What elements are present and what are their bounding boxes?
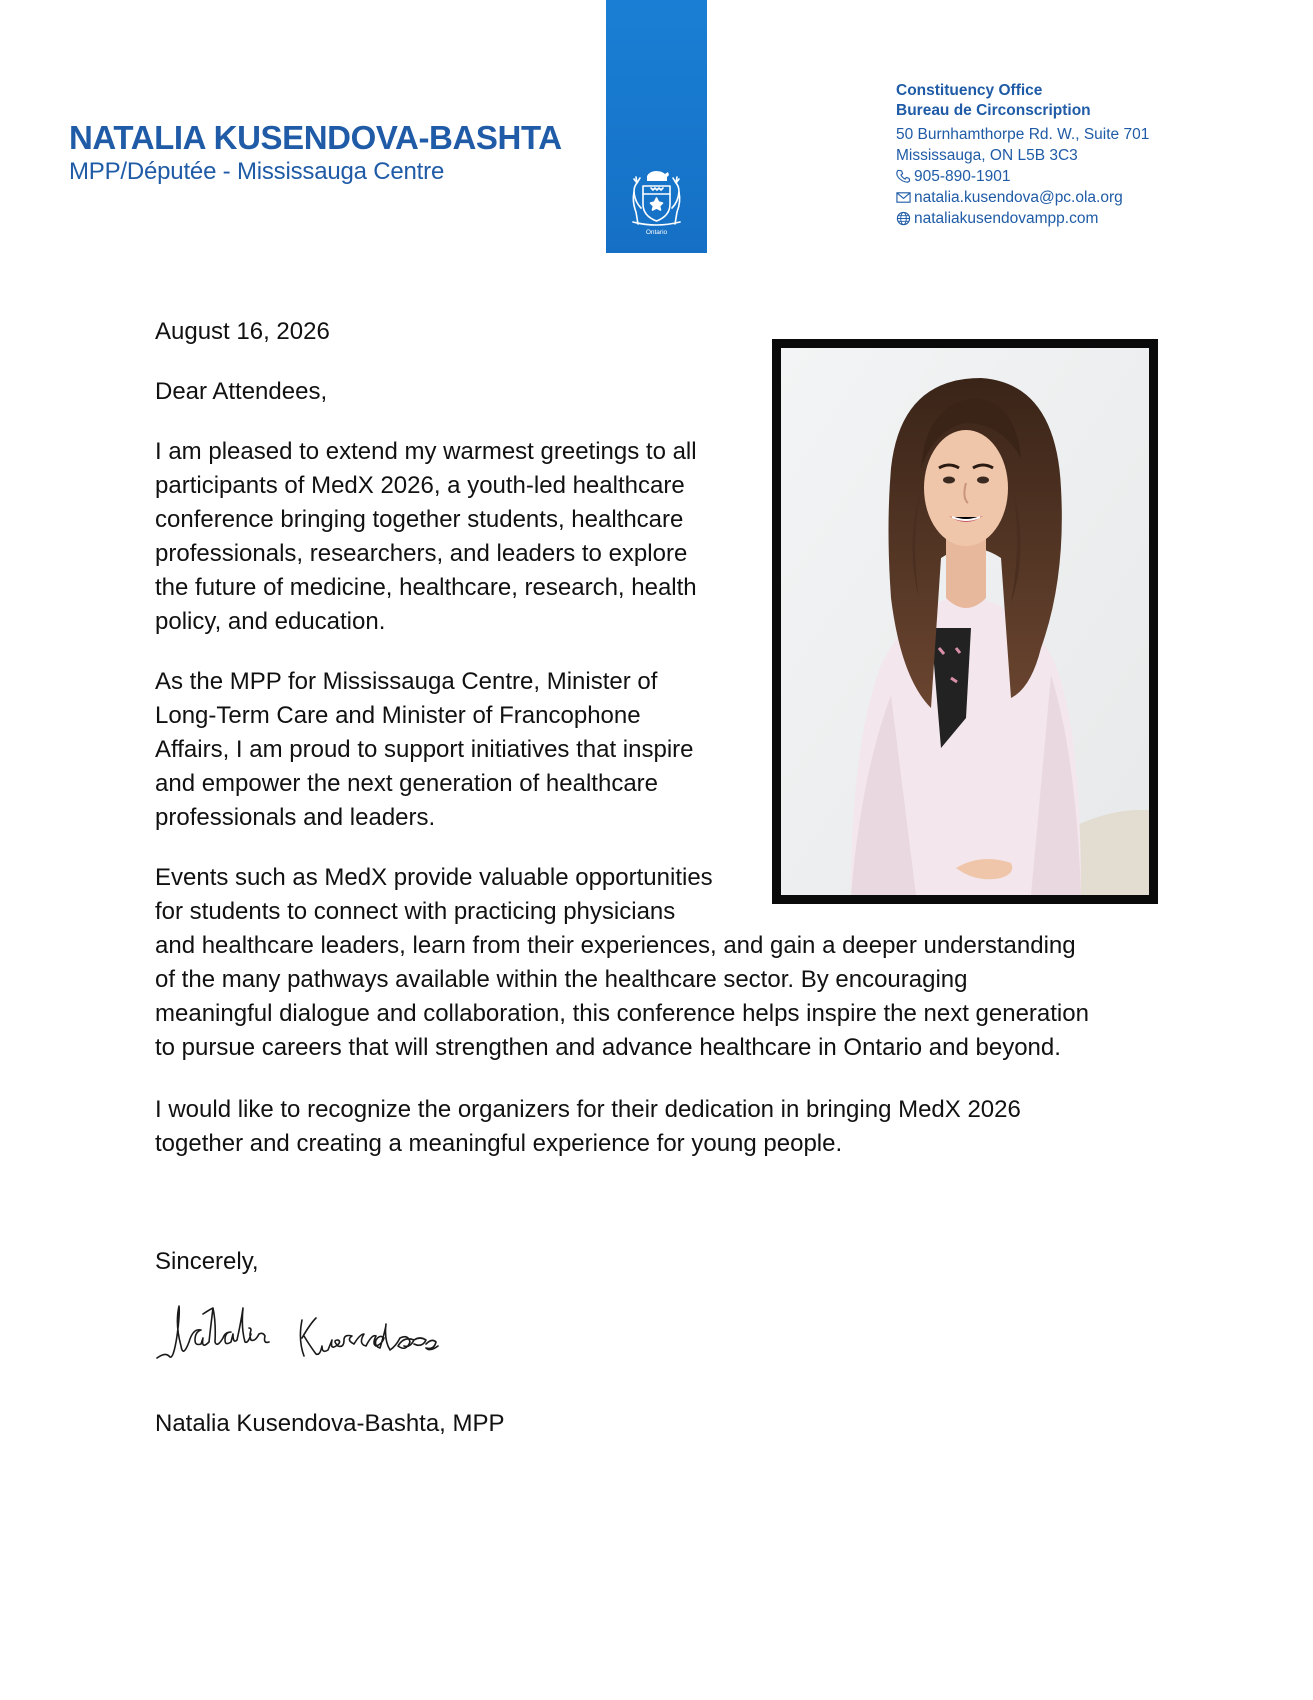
signer-name: Natalia Kusendova-Bashta, MPP (155, 1410, 505, 1437)
closing: Sincerely, (155, 1248, 259, 1275)
ontario-crest-icon (625, 164, 688, 236)
letterhead-name: NATALIA KUSENDOVA-BASHTA (69, 119, 562, 156)
body-paragraph-2: As the MPP for Mississauga Centre, Minister of Long-Term Care and Minister of Francophone Affairs, I am proud to support initiatives that inspire and empower the next generation of healthcare professionals and leaders. (155, 668, 694, 831)
office-heading-fr: Bureau de Circonscription (896, 102, 1091, 119)
letterhead-title: MPP/Députée - Mississauga Centre (69, 158, 445, 185)
globe-icon (896, 211, 911, 226)
portrait-photo (781, 348, 1149, 895)
office-phone-row (896, 166, 1226, 187)
office-email[interactable]: natalia.kusendova@pc.ola.org (914, 189, 1123, 206)
body-paragraph-4: I would like to recognize the organizers for their dedication in bringing MedX 2026 together and creating a meaningful experience for young people. (155, 1096, 1021, 1157)
office-website-row (896, 208, 1226, 229)
office-heading-en: Constituency Office (896, 82, 1043, 99)
mail-icon (896, 190, 911, 205)
phone-icon (896, 169, 911, 184)
office-address-line1: 50 Burnhamthorpe Rd. W., Suite 701 (896, 126, 1150, 143)
office-phone: 905-890-1901 (914, 168, 1011, 185)
ontario-band (606, 0, 707, 253)
handwritten-signature (152, 1298, 472, 1368)
office-address-line2: Mississauga, ON L5B 3C3 (896, 147, 1078, 164)
office-email-row (896, 187, 1226, 208)
constituency-office (896, 81, 1226, 229)
crest-caption: Ontario (645, 229, 668, 236)
body-paragraph-3: Events such as MedX provide valuable opportunities for students to connect with practicing physicians and healthcare leaders, learn from their experiences, and gain a deeper understanding of the many pathways available within the healthcare sector. By encouraging meaningful dialogue and collaboration, this conference helps inspire the next generation to pursue careers that will strengthen and advance healthcare in Ontario and beyond. (155, 864, 1089, 1061)
salutation: Dear Attendees, (155, 378, 328, 405)
portrait-frame (772, 339, 1158, 904)
letter-date: August 16, 2026 (155, 318, 330, 345)
office-website[interactable]: nataliakusendovampp.com (914, 210, 1099, 227)
body-paragraph-1: I am pleased to extend my warmest greetings to all participants of MedX 2026, a youth-led healthcare conference bringing together students, healthcare professionals, researchers, and leaders to explore the future of medicine, healthcare, research, health policy, and education. (155, 438, 697, 635)
